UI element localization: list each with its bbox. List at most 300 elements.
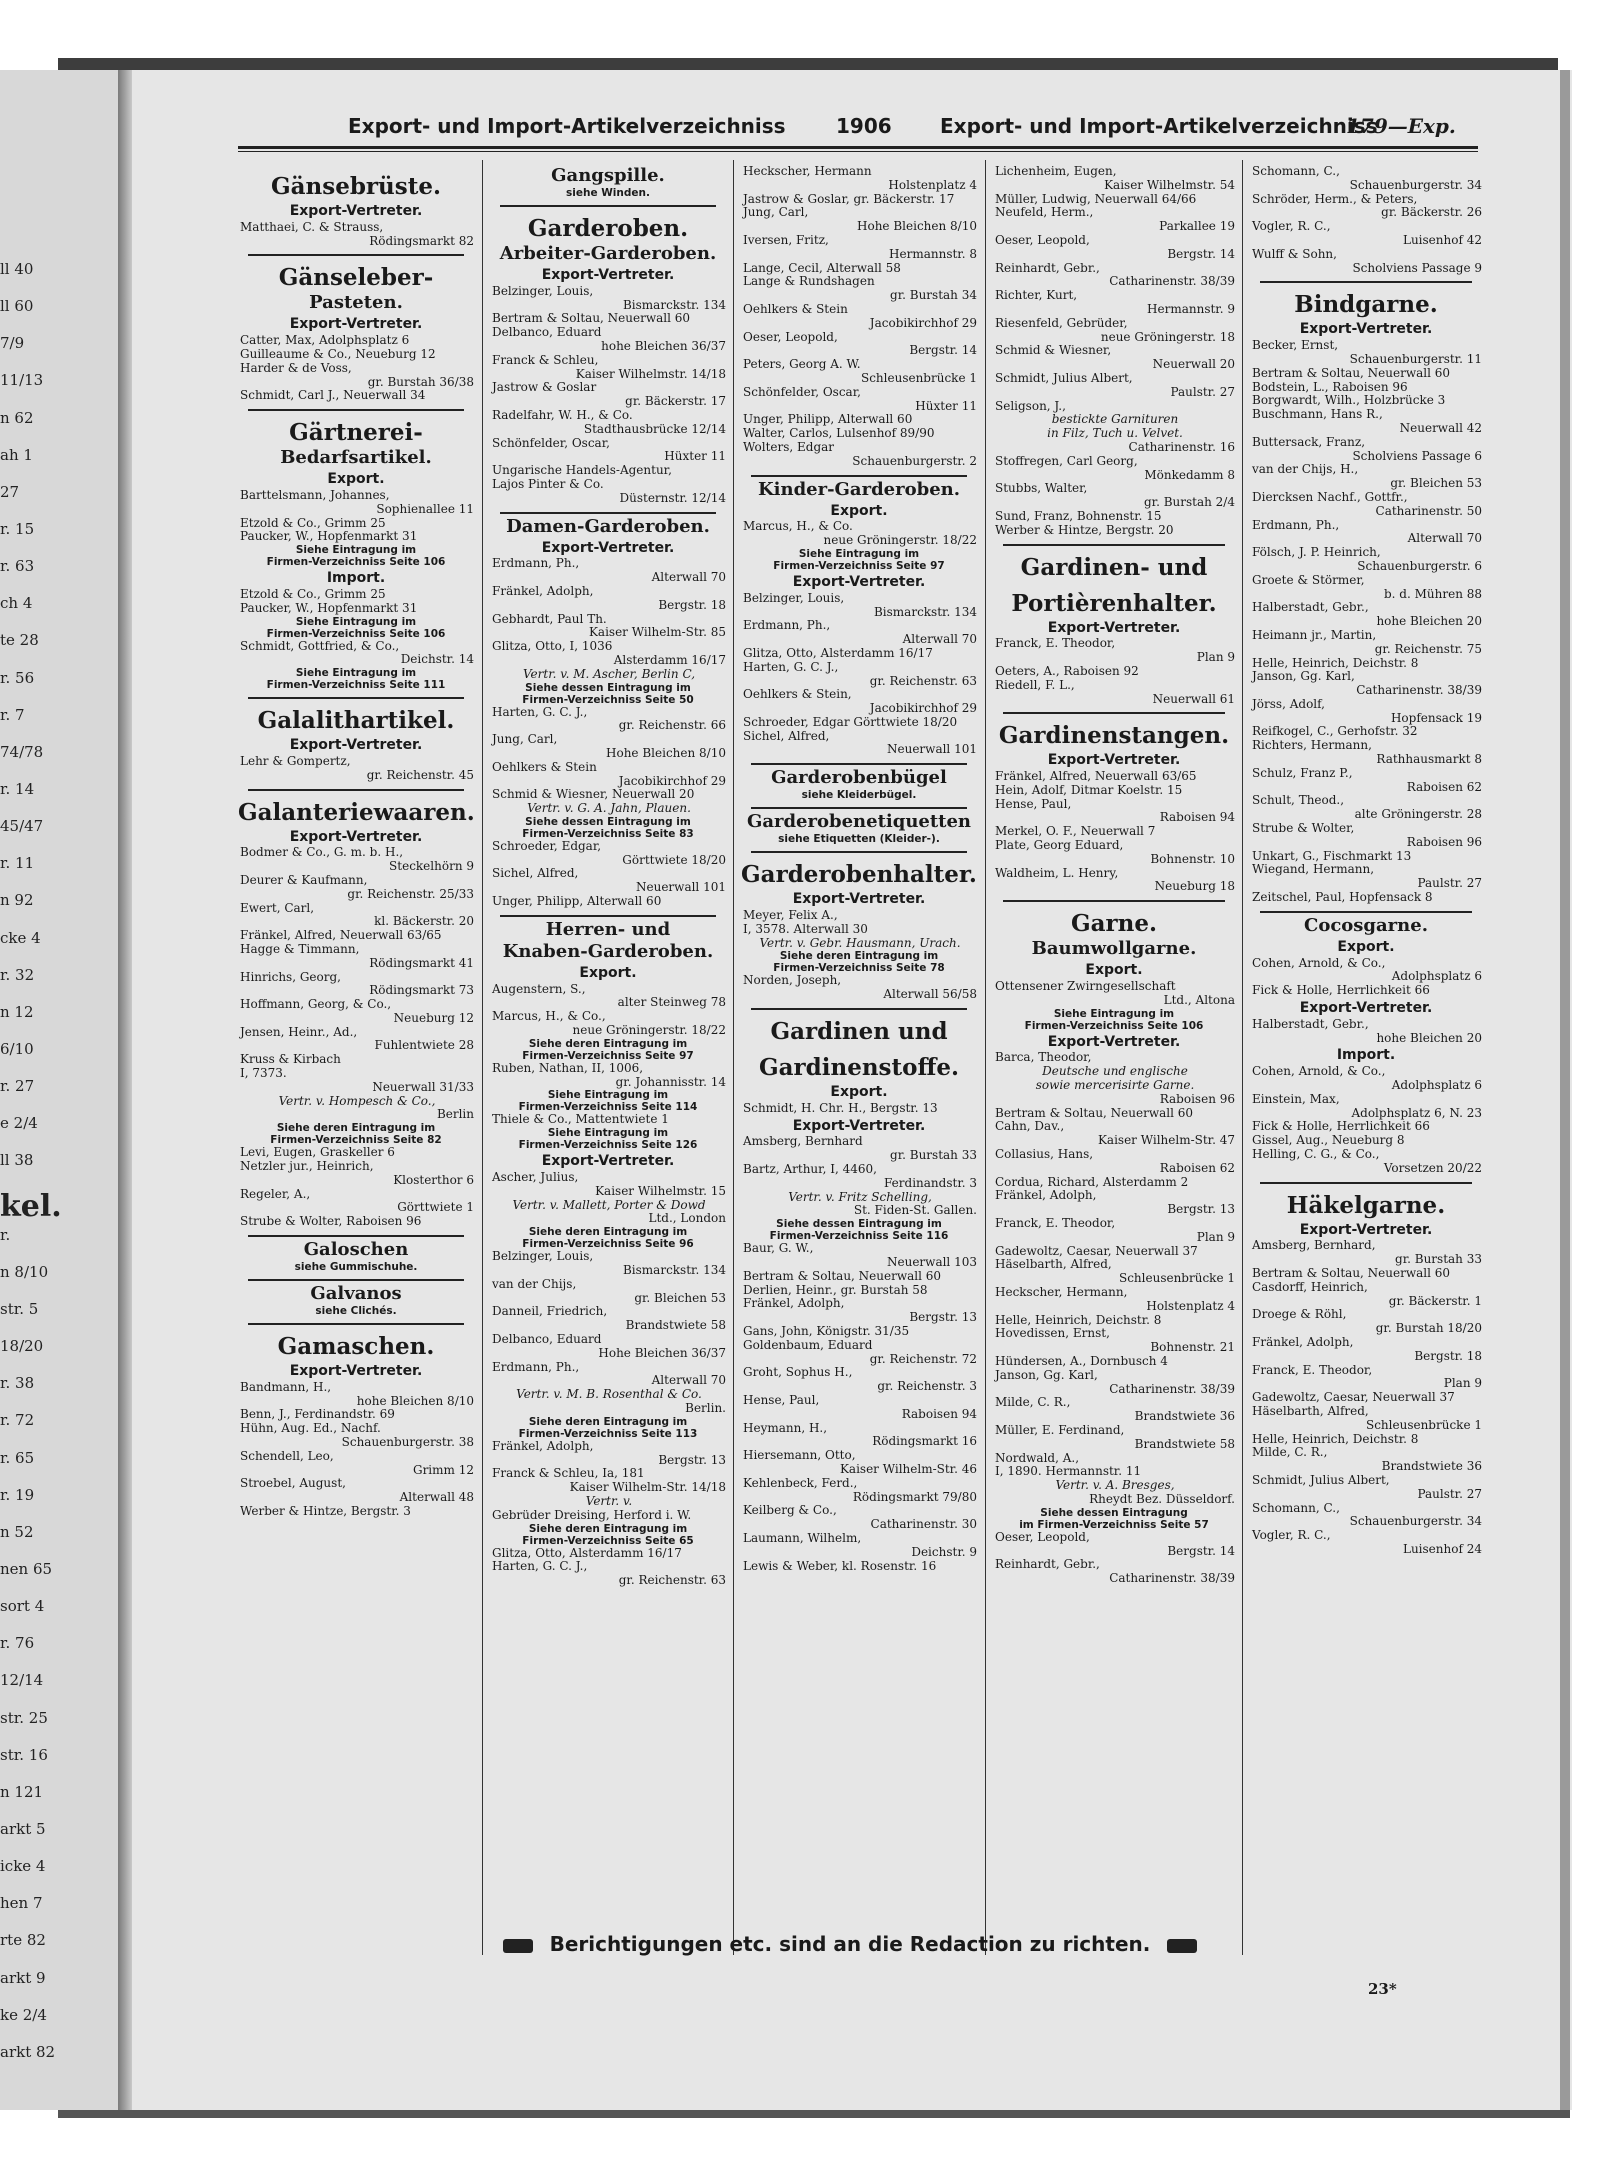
firm-entry: Schleusenbrücke 1 <box>1365 1418 1482 1432</box>
firm-entry: Kruss & Kirbach <box>240 1053 341 1067</box>
firm-entry: Reinhardt, Gebr., <box>995 261 1100 275</box>
section-divider <box>751 1008 967 1010</box>
firm-entry: Unkart, G., Fischmarkt 13 <box>1252 849 1412 863</box>
previous-page-edge <box>0 70 118 2110</box>
firm-entry: Schmid & Wiesner, <box>995 344 1112 358</box>
firm-entry: Parkallee 19 <box>1159 220 1235 234</box>
firm-entry: Fränkel, Adolph, <box>1252 1335 1354 1349</box>
firm-entry: Regeler, A., <box>240 1187 311 1201</box>
firm-entry: Waldheim, L. Henry, <box>995 866 1119 880</box>
column-rule <box>733 160 734 1955</box>
firm-entry: Milde, C. R., <box>1252 1446 1328 1460</box>
firm-entry: Jacobikirchhof 29 <box>618 774 726 788</box>
firm-entry: Raboisen 96 <box>1406 835 1482 849</box>
prev-page-fragment: r. 19 <box>0 1485 35 1504</box>
firm-entry: Richter, Kurt, <box>995 289 1078 303</box>
firm-entry: Hüxter 11 <box>664 450 726 464</box>
firm-entry: gr. Reichenstr. 72 <box>869 1352 977 1366</box>
firm-entry: Brandstwiete 58 <box>1134 1437 1235 1451</box>
firm-entry: gr. Reichenstr. 45 <box>366 768 474 782</box>
firm-entry: Belzinger, Louis, <box>743 591 845 605</box>
firm-entry: gr. Burstah 18/20 <box>1375 1322 1482 1336</box>
reference-note: Firmen-Verzeichniss Seite 106 <box>266 556 446 569</box>
firm-entry: Danneil, Friedrich, <box>492 1305 608 1319</box>
firm-entry: Neuerwall 101 <box>887 743 977 757</box>
category-heading: Galalithartikel. <box>257 707 455 735</box>
firm-entry: Hohe Bleichen 36/37 <box>598 1346 726 1360</box>
firm-entry: Klosterthor 6 <box>393 1173 474 1187</box>
firm-entry: Cohen, Arnold, & Co., <box>1252 956 1386 970</box>
firm-entry: Benn, J., Ferdinandstr. 69 <box>240 1408 395 1422</box>
section-label: Export-Vertreter. <box>792 573 926 590</box>
firm-entry: gr. Bäckerstr. 17 <box>625 395 726 409</box>
reference-note: Siehe dessen Eintragung im <box>776 1218 942 1231</box>
firm-entry: Bergstr. 13 <box>658 1453 726 1467</box>
section-divider <box>751 475 967 477</box>
firm-entry: Lehr & Gompertz, <box>240 754 351 768</box>
firm-entry: Brandstwiete 58 <box>625 1319 726 1333</box>
firm-entry: Lewis & Weber, kl. Rosenstr. 16 <box>743 1559 937 1573</box>
firm-entry: Schomann, C., <box>1252 1501 1340 1515</box>
firm-entry: Jastrow & Goslar, gr. Bäckerstr. 17 <box>743 192 955 206</box>
footer-notice <box>490 1932 1210 1956</box>
firm-entry: Jacobikirchhof 29 <box>869 316 977 330</box>
firm-entry: Rödingsmarkt 79/80 <box>852 1490 977 1504</box>
firm-entry: Stadthausbrücke 12/14 <box>583 422 726 436</box>
firm-entry: van der Chijs, H., <box>1252 463 1359 477</box>
firm-entry: Scholviens Passage 6 <box>1352 449 1482 463</box>
firm-entry: Fränkel, Alfred, Neuerwall 63/65 <box>240 929 442 943</box>
prev-page-fragment: ll 40 <box>0 260 34 278</box>
firm-entry: Schauenburgerstr. 34 <box>1349 178 1482 192</box>
firm-entry: Merkel, O. F., Neuerwall 7 <box>995 825 1156 839</box>
section-divider <box>248 409 464 411</box>
prev-page-fragment: r. 11 <box>0 854 35 873</box>
firm-entry: gr. Burstah 33 <box>1395 1253 1482 1267</box>
firm-entry: Catharinenstr. 50 <box>1375 504 1482 518</box>
firm-entry: gr. Reichenstr. 66 <box>618 719 726 733</box>
reference-note: Siehe Eintragung im <box>295 615 417 628</box>
firm-entry: b. d. Mühren 88 <box>1383 587 1482 601</box>
firm-entry: Kaiser Wilhelmstr. 15 <box>595 1184 726 1198</box>
firm-entry: gr. Bäckerstr. 26 <box>1381 206 1482 220</box>
firm-entry: Schmidt, Carl J., Neuerwall 34 <box>240 389 426 403</box>
firm-entry: Nordwald, A., <box>995 1451 1080 1465</box>
firm-entry: Amsberg, Bernhard, <box>1252 1239 1376 1253</box>
prev-page-fragment: sort 4 <box>0 1597 45 1616</box>
firm-entry: Oeters, A., Raboisen 92 <box>995 664 1139 678</box>
firm-entry: Milde, C. R., <box>995 1396 1071 1410</box>
firm-entry: Catharinenstr. 38/39 <box>1356 684 1482 698</box>
firm-entry: Lange, Cecil, Alterwall 58 <box>743 261 901 275</box>
prev-page-fragment: ll 38 <box>0 1151 34 1170</box>
firm-entry: Schönfelder, Oscar, <box>743 385 861 399</box>
prev-page-fragment: e 2/4 <box>0 1114 38 1133</box>
firm-entry: Helle, Heinrich, Deichstr. 8 <box>1252 1432 1419 1446</box>
prev-page-fragment: r. 38 <box>0 1374 35 1393</box>
reference-note: siehe Winden. <box>566 187 650 199</box>
prev-page-fragment: r. 72 <box>0 1411 35 1430</box>
reference-note: Firmen-Verzeichniss Seite 96 <box>522 1238 694 1251</box>
category-heading: Portièrenhalter. <box>1011 589 1217 617</box>
firm-entry: Heckscher, Hermann <box>743 165 872 178</box>
firm-entry: Alterwall 70 <box>902 633 977 647</box>
firm-entry: van der Chijs, <box>492 1277 577 1291</box>
section-divider <box>751 851 967 853</box>
reference-note: Firmen-Verzeichniss Seite 78 <box>773 962 945 975</box>
prev-page-fragment: ke 2/4 <box>0 2005 47 2024</box>
firm-entry: Neufeld, Herm., <box>995 206 1094 220</box>
firm-entry: Neueburg 12 <box>393 1011 474 1025</box>
firm-entry: Stroebel, August, <box>240 1477 346 1491</box>
header-title-right: Export- und Import-Artikelverzeichniss <box>940 114 1378 138</box>
firm-entry: Stoffregen, Carl Georg, <box>995 454 1138 468</box>
firm-entry: Paulstr. 27 <box>1417 877 1482 891</box>
firm-entry: Bertram & Soltau, Neuerwall 60 <box>995 1106 1194 1120</box>
firm-entry: St. Fiden-St. Gallen. <box>853 1204 977 1218</box>
firm-entry: Harten, G. C. J., <box>492 1560 588 1574</box>
firm-entry: Glitza, Otto, Alsterdamm 16/17 <box>743 646 933 660</box>
firm-entry: sowie mercerisirte Garne. <box>1035 1079 1195 1093</box>
section-label: Export-Vertreter. <box>541 539 675 556</box>
firm-entry: Rödingsmarkt 41 <box>369 956 474 970</box>
prev-page-fragment: str. 5 <box>0 1300 39 1318</box>
firm-entry: Harder & de Voss, <box>240 361 352 375</box>
firm-entry: Delbanco, Eduard <box>492 326 602 340</box>
firm-entry: Cahn, Dav., <box>995 1120 1065 1134</box>
firm-entry: Fränkel, Alfred, Neuerwall 63/65 <box>995 770 1197 784</box>
category-subheading: Knaben-Garderoben. <box>502 940 714 962</box>
firm-entry: Hoffmann, Georg, & Co., <box>240 998 392 1012</box>
firm-entry: gr. Burstah 34 <box>890 289 977 303</box>
firm-entry: Vertr. v. Hompesch & Co., <box>278 1094 436 1108</box>
firm-entry: Fränkel, Adolph, <box>492 584 594 598</box>
section-divider <box>751 807 967 809</box>
firm-entry: Bergstr. 14 <box>909 344 977 358</box>
running-header <box>238 110 1478 146</box>
category-heading: Gärtnerei- <box>289 419 423 447</box>
firm-entry: Heckscher, Hermann, <box>995 1286 1128 1299</box>
prev-page-fragment: r. 14 <box>0 780 35 798</box>
firm-entry: Harten, G. C. J., <box>492 705 588 719</box>
firm-entry: Bergstr. 18 <box>1414 1349 1482 1363</box>
category-heading: Garne. <box>1070 910 1158 938</box>
firm-entry: Neuerwall 103 <box>887 1256 977 1270</box>
firm-entry: hohe Bleichen 8/10 <box>356 1394 474 1408</box>
firm-entry: Hein, Adolf, Ditmar Koelstr. 15 <box>995 783 1183 797</box>
column-rule <box>482 160 483 1955</box>
firm-entry: Paucker, W., Hopfenmarkt 31 <box>240 530 418 544</box>
firm-entry: Neuerwall 42 <box>1399 421 1482 435</box>
section-label: Import. <box>1336 1047 1396 1064</box>
firm-entry: Schauenburgerstr. 6 <box>1357 559 1482 573</box>
reference-note: Siehe deren Eintragung im <box>528 1226 688 1239</box>
firm-entry: Ferdinandstr. 3 <box>884 1176 977 1190</box>
firm-entry: Oehlkers & Stein, <box>743 688 852 702</box>
page-number: 23* <box>1368 1980 1397 1998</box>
firm-entry: Hohe Bleichen 8/10 <box>857 220 977 234</box>
firm-entry: Bertram & Soltau, Neuerwall 60 <box>743 1269 942 1283</box>
firm-entry: Franck, E. Theodor, <box>995 637 1116 651</box>
firm-entry: Alterwall 70 <box>651 1374 726 1388</box>
prev-page-fragment: cke 4 <box>0 928 41 947</box>
firm-entry: Keilberg & Co., <box>743 1504 837 1518</box>
firm-entry: gr. Johannisstr. 14 <box>615 1075 726 1089</box>
firm-entry: Kaiser Wilhelm-Str. 85 <box>588 626 726 640</box>
reference-note: Firmen-Verzeichniss Seite 106 <box>266 627 446 640</box>
section-label: Export-Vertreter. <box>1299 321 1433 338</box>
firm-entry: Grimm 12 <box>412 1463 474 1477</box>
prev-page-fragment: arkt 5 <box>0 1820 46 1838</box>
firm-entry: gr. Burstah 36/38 <box>367 375 474 389</box>
firm-entry: Berlin. <box>685 1402 726 1415</box>
section-label: Export-Vertreter. <box>792 1117 926 1134</box>
firm-entry: Berlin <box>436 1108 474 1122</box>
section-divider <box>500 205 716 207</box>
firm-entry: Marcus, H., & Co., <box>492 1010 606 1024</box>
firm-entry: Paucker, W., Hopfenmarkt 31 <box>240 601 418 615</box>
firm-entry: Bismarckstr. 134 <box>873 605 977 619</box>
reference-note: siehe Gummischuhe. <box>294 1261 418 1274</box>
firm-entry: Deurer & Kaufmann, <box>240 873 368 887</box>
reference-note: Siehe Eintragung im <box>798 547 920 560</box>
firm-entry: Baur, G. W., <box>743 1242 814 1256</box>
firm-entry: Paulstr. 27 <box>1170 385 1235 399</box>
scanner-bottom-edge <box>58 2110 1570 2118</box>
firm-entry: Barttelsmann, Johannes, <box>240 488 390 502</box>
footer-text: Berichtigungen etc. sind an die Redaction zu richten. <box>549 1932 1151 1956</box>
book-gutter <box>118 70 132 2110</box>
prev-page-fragment: str. 25 <box>0 1708 48 1727</box>
firm-entry: Ungarische Handels-Agentur, <box>492 464 672 478</box>
firm-entry: Schmidt, Julius Albert, <box>1252 1473 1390 1487</box>
section-divider <box>248 1235 464 1237</box>
section-divider <box>751 763 967 765</box>
firm-entry: Janson, Gg. Karl, <box>995 1368 1098 1382</box>
section-divider <box>248 697 464 699</box>
firm-entry: Fränkel, Adolph, <box>995 1189 1097 1203</box>
firm-entry: Hopfensack 19 <box>1390 711 1482 725</box>
firm-entry: Schmidt, Gottfried, & Co., <box>240 639 400 653</box>
firm-entry: Schauenburgerstr. 11 <box>1349 352 1482 366</box>
prev-page-fragment: n 62 <box>0 408 34 427</box>
firm-entry: Vertr. v. Gebr. Hausmann, Urach. <box>759 936 961 950</box>
prev-page-fragment: 7/9 <box>0 334 25 353</box>
firm-entry: Heymann, H., <box>743 1421 828 1435</box>
section-divider <box>248 789 464 791</box>
firm-entry: Fick & Holle, Herrlichkeit 66 <box>1252 984 1430 998</box>
firm-entry: Zeitschel, Paul, Hopfensack 8 <box>1252 891 1433 905</box>
reference-note: Firmen-Verzeichniss Seite 65 <box>522 1534 694 1547</box>
firm-entry: Hündersen, A., Dornbusch 4 <box>995 1354 1168 1368</box>
firm-entry: Luisenhof 42 <box>1402 233 1482 247</box>
reference-note: Siehe deren Eintragung im <box>528 1522 688 1535</box>
section-label: Export-Vertreter. <box>792 891 926 908</box>
firm-entry: Hovedissen, Ernst, <box>995 1327 1110 1341</box>
firm-entry: gr. Reichenstr. 3 <box>877 1380 977 1394</box>
firm-entry: Alterwall 70 <box>651 571 726 585</box>
firm-entry: Hagge & Timmann, <box>240 942 360 956</box>
firm-entry: Strube & Wolter, Raboisen 96 <box>240 1215 422 1229</box>
firm-entry: Vertr. v. <box>585 1494 633 1508</box>
firm-entry: Walter, Carlos, Lulsenhof 89/90 <box>743 427 935 441</box>
firm-entry: Bismarckstr. 134 <box>622 1264 726 1278</box>
firm-entry: Bergstr. 13 <box>909 1311 977 1325</box>
firm-entry: Hühn, Aug. Ed., Nachf. <box>240 1422 381 1436</box>
firm-entry: Vertr. v. M. Ascher, Berlin C, <box>522 667 696 681</box>
prev-page-fragment: ch 4 <box>0 594 33 613</box>
firm-entry: Gadewoltz, Caesar, Neuerwall 37 <box>995 1244 1198 1258</box>
category-subheading: Cocosgarne. <box>1304 914 1428 936</box>
reference-note: Siehe deren Eintragung im <box>528 1415 688 1428</box>
firm-entry: Schleusenbrücke 1 <box>1118 1272 1235 1286</box>
category-heading: Garderobenhalter. <box>741 861 977 889</box>
reference-note: Firmen-Verzeichniss Seite 97 <box>773 559 945 572</box>
firm-entry: gr. Reichenstr. 75 <box>1374 642 1482 656</box>
firm-entry: Wolters, Edgar <box>743 440 835 454</box>
firm-entry: Rödingsmarkt 82 <box>369 234 474 248</box>
section-label: Export-Vertreter. <box>1299 1000 1433 1017</box>
firm-entry: Becker, Ernst, <box>1252 339 1339 353</box>
firm-entry: Netzler jur., Heinrich, <box>240 1160 374 1174</box>
firm-entry: Helle, Heinrich, Deichstr. 8 <box>1252 656 1419 670</box>
firm-entry: Radelfahr, W. H., & Co. <box>492 408 633 422</box>
firm-entry: hohe Bleichen 36/37 <box>601 339 726 353</box>
firm-entry: Vertr. v. A. Bresges, <box>1055 1479 1175 1493</box>
firm-entry: gr. Reichenstr. 63 <box>618 1574 726 1588</box>
firm-entry: Ltd., London <box>648 1212 726 1226</box>
firm-entry: neue Gröningerstr. 18/22 <box>572 1024 726 1038</box>
firm-entry: Rödingsmarkt 16 <box>872 1435 977 1449</box>
firm-entry: Cohen, Arnold, & Co., <box>1252 1065 1386 1079</box>
firm-entry: Brandstwiete 36 <box>1381 1460 1482 1474</box>
firm-entry: Kaiser Wilhelmstr. 54 <box>1104 178 1235 192</box>
firm-entry: Gebhardt, Paul Th. <box>492 612 607 626</box>
category-heading: Häkelgarne. <box>1286 1191 1446 1219</box>
firm-entry: Neuerwall 20 <box>1152 358 1235 372</box>
category-heading: Gardinenstoffe. <box>759 1054 959 1082</box>
reference-note: Firmen-Verzeichniss Seite 106 <box>1024 1019 1204 1032</box>
firm-entry: Bodstein, L., Raboisen 96 <box>1252 380 1408 394</box>
firm-entry: Iversen, Fritz, <box>743 233 829 247</box>
prev-page-fragment: n 121 <box>0 1782 44 1801</box>
firm-entry: Vogler, R. C., <box>1252 220 1331 234</box>
prev-page-fragment: r. 27 <box>0 1077 35 1096</box>
firm-entry: Helling, C. G., & Co., <box>1252 1148 1380 1161</box>
firm-entry: Guilleaume & Co., Neueburg 12 <box>240 347 436 361</box>
section-label: Export. <box>830 1084 888 1101</box>
firm-entry: Levi, Eugen, Graskeller 6 <box>240 1146 395 1160</box>
section-divider <box>1260 1182 1472 1184</box>
firm-entry: Erdmann, Ph., <box>1252 518 1340 532</box>
firm-entry: alter Steinweg 78 <box>617 996 726 1010</box>
section-divider <box>1003 712 1225 714</box>
firm-entry: Bohnenstr. 10 <box>1150 852 1235 866</box>
firm-entry: Häselbarth, Alfred, <box>1252 1404 1369 1418</box>
category-heading: Gamaschen. <box>277 1333 435 1361</box>
firm-entry: I, 3578. Alterwall 30 <box>743 922 868 936</box>
firm-entry: Raboisen 62 <box>1159 1161 1235 1175</box>
firm-entry: Janson, Gg. Karl, <box>1252 670 1355 684</box>
firm-entry: Adolphsplatz 6 <box>1391 1079 1482 1093</box>
firm-entry: Catharinenstr. 30 <box>870 1518 977 1532</box>
firm-entry: Alterwall 56/58 <box>883 988 977 1002</box>
column-rule <box>1242 160 1243 1955</box>
firm-entry: Fränkel, Adolph, <box>743 1297 845 1311</box>
reference-note: Siehe Eintragung im <box>1053 1007 1175 1020</box>
firm-entry: Kaiser Wilhelmstr. 14/18 <box>575 367 726 381</box>
pointing-hand-icon <box>503 1939 533 1953</box>
firm-entry: gr. Reichenstr. 63 <box>869 674 977 688</box>
firm-entry: Groht, Sophus H., <box>743 1366 853 1380</box>
firm-entry: Rheydt Bez. Düsseldorf. <box>1089 1492 1235 1506</box>
firm-entry: Oeser, Leopold, <box>995 233 1090 247</box>
firm-entry: Peters, Georg A. W. <box>743 358 861 372</box>
firm-entry: Holstenplatz 4 <box>888 178 977 192</box>
page-right-edge <box>1560 70 1570 2110</box>
section-label: Export-Vertreter. <box>541 267 675 283</box>
firm-entry: Harten, G. C. J., <box>743 660 839 674</box>
firm-entry: Sophienallee 11 <box>376 502 474 516</box>
prev-page-fragment: ll 60 <box>0 297 34 316</box>
prev-page-fragment: r. 65 <box>0 1448 35 1467</box>
firm-entry: Einstein, Max, <box>1252 1092 1340 1106</box>
firm-entry: Bergstr. 14 <box>1167 247 1235 261</box>
section-label: Export-Vertreter. <box>1047 752 1181 769</box>
firm-entry: hohe Bleichen 20 <box>1376 1031 1482 1045</box>
firm-entry: Buschmann, Hans R., <box>1252 408 1383 422</box>
prev-page-fragment: 11/13 <box>0 371 44 390</box>
directory-column <box>741 165 977 1573</box>
reference-note: Firmen-Verzeichniss Seite 111 <box>266 679 446 692</box>
firm-entry: Kehlenbeck, Ferd., <box>743 1476 858 1490</box>
category-heading: Gardinen- und <box>1020 553 1208 581</box>
firm-entry: Bertram & Soltau, Neuerwall 60 <box>1252 366 1451 380</box>
firm-entry: Neuerwall 61 <box>1152 692 1235 706</box>
reference-note: siehe Clichés. <box>315 1305 397 1318</box>
firm-entry: Schroeder, Edgar Görttwiete 18/20 <box>743 715 958 729</box>
section-label: Export. <box>830 502 888 519</box>
firm-entry: Heimann jr., Martin, <box>1252 628 1377 642</box>
firm-entry: Barca, Theodor, <box>995 1051 1092 1065</box>
firm-entry: Buttersack, Franz, <box>1252 435 1366 449</box>
firm-entry: Müller, Ludwig, Neuerwall 64/66 <box>995 192 1197 206</box>
prev-page-fragment: 45/47 <box>0 817 44 836</box>
firm-entry: gr. Burstah 2/4 <box>1143 496 1235 510</box>
reference-note: Siehe dessen Eintragung <box>1040 1506 1188 1519</box>
prev-page-fragment: r. <box>0 1225 11 1244</box>
firm-entry: Meyer, Felix A., <box>743 909 838 923</box>
firm-entry: Raboisen 62 <box>1406 780 1482 794</box>
section-divider <box>248 1279 464 1281</box>
firm-entry: Rödingsmarkt 73 <box>369 984 474 998</box>
section-divider <box>248 1323 464 1325</box>
firm-entry: Franck, E. Theodor, <box>1252 1363 1373 1377</box>
firm-entry: Catharinenstr. 38/39 <box>1109 1572 1235 1586</box>
firm-entry: Kaiser Wilhelm-Str. 47 <box>1097 1134 1235 1148</box>
firm-entry: Reifkogel, C., Gerhofstr. 32 <box>1252 725 1418 739</box>
firm-entry: Goldenbaum, Eduard <box>743 1338 873 1352</box>
firm-entry: gr. Bleichen 53 <box>1390 477 1482 491</box>
firm-entry: Plate, Georg Eduard, <box>995 839 1124 853</box>
prev-page-fragment: n 8/10 <box>0 1262 49 1281</box>
prev-page-fragment: r. 15 <box>0 520 35 538</box>
firm-entry: Plan 9 <box>1196 651 1235 665</box>
firm-entry: Hense, Paul, <box>995 797 1072 811</box>
firm-entry: Bodmer & Co., G. m. b. H., <box>240 846 404 860</box>
directory-column <box>1250 165 1482 1557</box>
category-subheading: Pasteten. <box>309 292 403 314</box>
